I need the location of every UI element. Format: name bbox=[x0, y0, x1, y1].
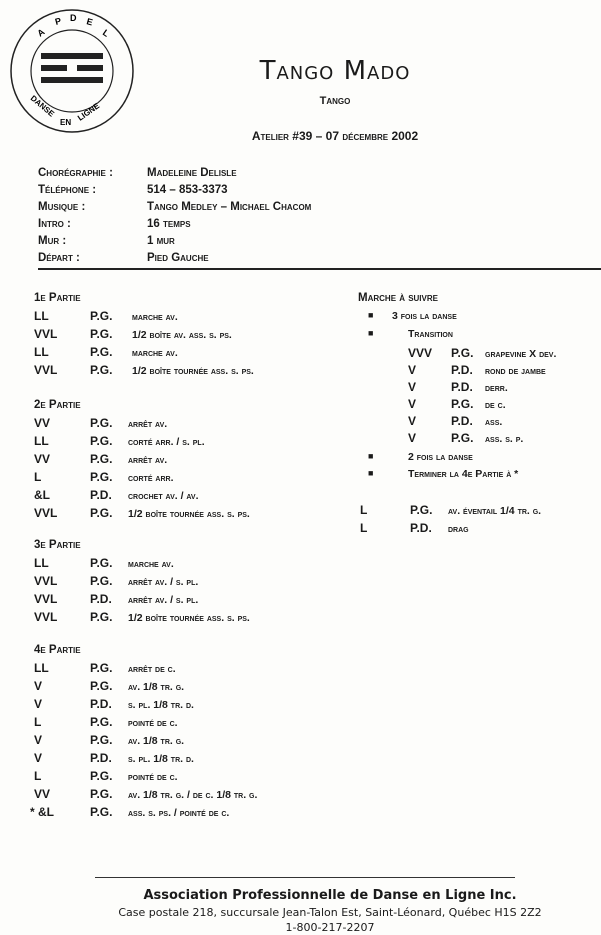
step-description: corté arr. / s. pl. bbox=[128, 436, 205, 448]
step-count: VVL bbox=[34, 363, 58, 377]
step-description: arrêt av. bbox=[128, 454, 168, 466]
step-foot: P.G. bbox=[90, 506, 113, 520]
step-description: 1/2 boîte tournée ass. s. ps. bbox=[128, 508, 250, 520]
step-count: VV bbox=[34, 452, 51, 466]
apdel-seal bbox=[8, 7, 136, 135]
step-count: VV bbox=[34, 416, 51, 430]
step-description: s. pl. 1/8 tr. d. bbox=[128, 699, 194, 711]
step-count: V bbox=[408, 414, 417, 428]
svg-text:DANSE: DANSE bbox=[28, 93, 56, 119]
info-label-depart: Départ : bbox=[38, 252, 80, 264]
step-description: marche av. bbox=[132, 311, 178, 323]
step-foot: P.G. bbox=[451, 431, 474, 445]
step-description: av. éventail 1/4 tr. g. bbox=[448, 505, 542, 517]
step-description: marche av. bbox=[128, 558, 174, 570]
step-count: LL bbox=[34, 556, 49, 570]
step-foot: P.G. bbox=[90, 416, 113, 430]
step-foot: P.G. bbox=[90, 733, 113, 747]
apdel-logo bbox=[8, 7, 136, 135]
info-label-mur: Mur : bbox=[38, 235, 67, 247]
step-foot: P.G. bbox=[90, 556, 113, 570]
step-count: V bbox=[34, 697, 43, 711]
step-count: L bbox=[34, 470, 42, 484]
step-description: arrêt av. / s. pl. bbox=[128, 594, 199, 606]
step-description: pointé de c. bbox=[128, 717, 178, 729]
step-foot: P.G. bbox=[90, 434, 113, 448]
step-foot: P.G. bbox=[90, 452, 113, 466]
step-foot: P.D. bbox=[451, 414, 473, 428]
step-count: VVL bbox=[34, 610, 58, 624]
step-description: ass. s. p. bbox=[485, 433, 524, 445]
step-description: de c. bbox=[485, 399, 506, 411]
partie-2-heading: 2e Partie bbox=[34, 399, 81, 411]
dance-style: Tango bbox=[319, 95, 351, 107]
step-foot: P.G. bbox=[451, 397, 474, 411]
step-description: s. pl. 1/8 tr. d. bbox=[128, 753, 194, 765]
svg-text:L: L bbox=[100, 27, 112, 39]
step-count: V bbox=[34, 733, 43, 747]
step-description: av. 1/8 tr. g. bbox=[128, 681, 185, 693]
step-description: grapevine X dev. bbox=[485, 348, 557, 360]
step-description: drag bbox=[448, 523, 469, 535]
step-description: crochet av. / av. bbox=[128, 490, 199, 502]
svg-text:D: D bbox=[70, 13, 77, 23]
bullet-icon: ■ bbox=[368, 328, 374, 338]
sequence-item: Terminer la 4e Partie à * bbox=[408, 468, 519, 480]
info-label-musique: Musique : bbox=[38, 201, 86, 213]
step-foot: P.G. bbox=[90, 574, 113, 588]
step-foot: P.D. bbox=[90, 488, 112, 502]
info-value-musique: Tango Medley – Michael Chacom bbox=[147, 201, 312, 213]
step-description: 1/2 boîte tournée ass. s. ps. bbox=[132, 365, 254, 377]
info-value-depart: Pied Gauche bbox=[147, 252, 209, 264]
step-foot: P.G. bbox=[410, 503, 433, 517]
step-count: VVL bbox=[34, 574, 58, 588]
footer-divider bbox=[95, 877, 515, 878]
step-count: L bbox=[360, 521, 368, 535]
step-description: 1/2 boîte av. ass. s. ps. bbox=[132, 329, 232, 341]
info-label-choreographie: Chorégraphie : bbox=[38, 167, 113, 179]
step-foot: P.G. bbox=[90, 470, 113, 484]
partie-4-heading: 4e Partie bbox=[34, 644, 81, 656]
step-foot: P.D. bbox=[90, 592, 112, 606]
step-description: marche av. bbox=[132, 347, 178, 359]
step-count: LL bbox=[34, 434, 49, 448]
step-foot: P.G. bbox=[90, 345, 113, 359]
step-description: av. 1/8 tr. g. bbox=[128, 735, 185, 747]
step-count: V bbox=[408, 397, 417, 411]
partie-3-heading: 3e Partie bbox=[34, 539, 81, 551]
svg-text:LIGNE: LIGNE bbox=[75, 101, 102, 123]
step-count: VVV bbox=[408, 346, 433, 360]
info-label-intro: Intro : bbox=[38, 218, 71, 230]
step-description: arrêt de c. bbox=[128, 663, 176, 675]
bullet-icon: ■ bbox=[368, 451, 374, 461]
step-count: V bbox=[408, 380, 417, 394]
step-description: arrêt av. bbox=[128, 418, 168, 430]
bullet-icon: ■ bbox=[368, 310, 374, 320]
step-description: derr. bbox=[485, 382, 508, 394]
step-foot: P.G. bbox=[90, 610, 113, 624]
step-foot: P.D. bbox=[90, 697, 112, 711]
header-divider bbox=[38, 268, 601, 270]
step-foot: P.D. bbox=[410, 521, 432, 535]
step-description: rond de jambe bbox=[485, 365, 546, 377]
step-count: V bbox=[408, 431, 417, 445]
step-count: VVL bbox=[34, 327, 58, 341]
step-foot: P.G. bbox=[90, 805, 113, 819]
step-foot: P.G. bbox=[90, 787, 113, 801]
step-description: arrêt av. / s. pl. bbox=[128, 576, 199, 588]
svg-text:P: P bbox=[53, 15, 63, 27]
atelier-date: Atelier #39 – 07 décembre 2002 bbox=[251, 129, 419, 143]
step-count: VVL bbox=[34, 592, 58, 606]
step-description: ass. bbox=[485, 416, 503, 428]
step-foot: P.G. bbox=[90, 661, 113, 675]
step-count: VVL bbox=[34, 506, 58, 520]
step-count: VV bbox=[34, 787, 51, 801]
svg-text:A: A bbox=[35, 26, 47, 39]
info-value-mur: 1 mur bbox=[147, 235, 175, 247]
svg-text:E: E bbox=[85, 16, 94, 28]
step-description: av. 1/8 tr. g. / de c. 1/8 tr. g. bbox=[128, 789, 258, 801]
step-foot: P.D. bbox=[451, 380, 473, 394]
bullet-icon: ■ bbox=[368, 468, 374, 478]
step-foot: P.G. bbox=[451, 346, 474, 360]
info-value-choreographie: Madeleine Delisle bbox=[147, 167, 237, 179]
step-description: corté arr. bbox=[128, 472, 174, 484]
step-description: pointé de c. bbox=[128, 771, 178, 783]
sequence-item: 2 fois la danse bbox=[408, 451, 473, 463]
step-foot: P.G. bbox=[90, 309, 113, 323]
step-count: V bbox=[34, 751, 43, 765]
marche-a-suivre-heading: Marche à suivre bbox=[358, 292, 438, 304]
step-count: LL bbox=[34, 309, 49, 323]
dance-title: Tango Mado bbox=[259, 56, 411, 86]
footer-phone: 1-800-217-2207 bbox=[285, 921, 375, 934]
partie-1-heading: 1e Partie bbox=[34, 292, 81, 304]
info-value-intro: 16 temps bbox=[147, 218, 191, 230]
step-count: * &L bbox=[30, 805, 54, 819]
svg-text:EN: EN bbox=[60, 118, 72, 127]
step-count: V bbox=[408, 363, 417, 377]
step-foot: P.G. bbox=[90, 363, 113, 377]
step-foot: P.D. bbox=[451, 363, 473, 377]
footer-address: Case postale 218, succursale Jean-Talon Est, Saint-Léonard, Québec H1S 2Z2 bbox=[118, 906, 542, 919]
info-value-telephone: 514 – 853-3373 bbox=[147, 184, 228, 196]
step-count: LL bbox=[34, 345, 49, 359]
step-foot: P.G. bbox=[90, 715, 113, 729]
step-foot: P.G. bbox=[90, 769, 113, 783]
step-count: L bbox=[360, 503, 368, 517]
step-foot: P.D. bbox=[90, 751, 112, 765]
step-foot: P.G. bbox=[90, 327, 113, 341]
sequence-item: 3 fois la danse bbox=[392, 310, 457, 322]
footer-organization: Association Professionnelle de Danse en Ligne Inc. bbox=[143, 888, 517, 903]
step-foot: P.G. bbox=[90, 679, 113, 693]
sequence-item: Transition bbox=[408, 328, 453, 340]
step-description: ass. s. ps. / pointé de c. bbox=[128, 807, 230, 819]
step-description: 1/2 boîte tournée ass. s. ps. bbox=[128, 612, 250, 624]
step-count: L bbox=[34, 769, 42, 783]
step-count: L bbox=[34, 715, 42, 729]
info-label-telephone: Téléphone : bbox=[38, 184, 97, 196]
step-count: &L bbox=[34, 488, 50, 502]
step-count: V bbox=[34, 679, 43, 693]
step-count: LL bbox=[34, 661, 49, 675]
